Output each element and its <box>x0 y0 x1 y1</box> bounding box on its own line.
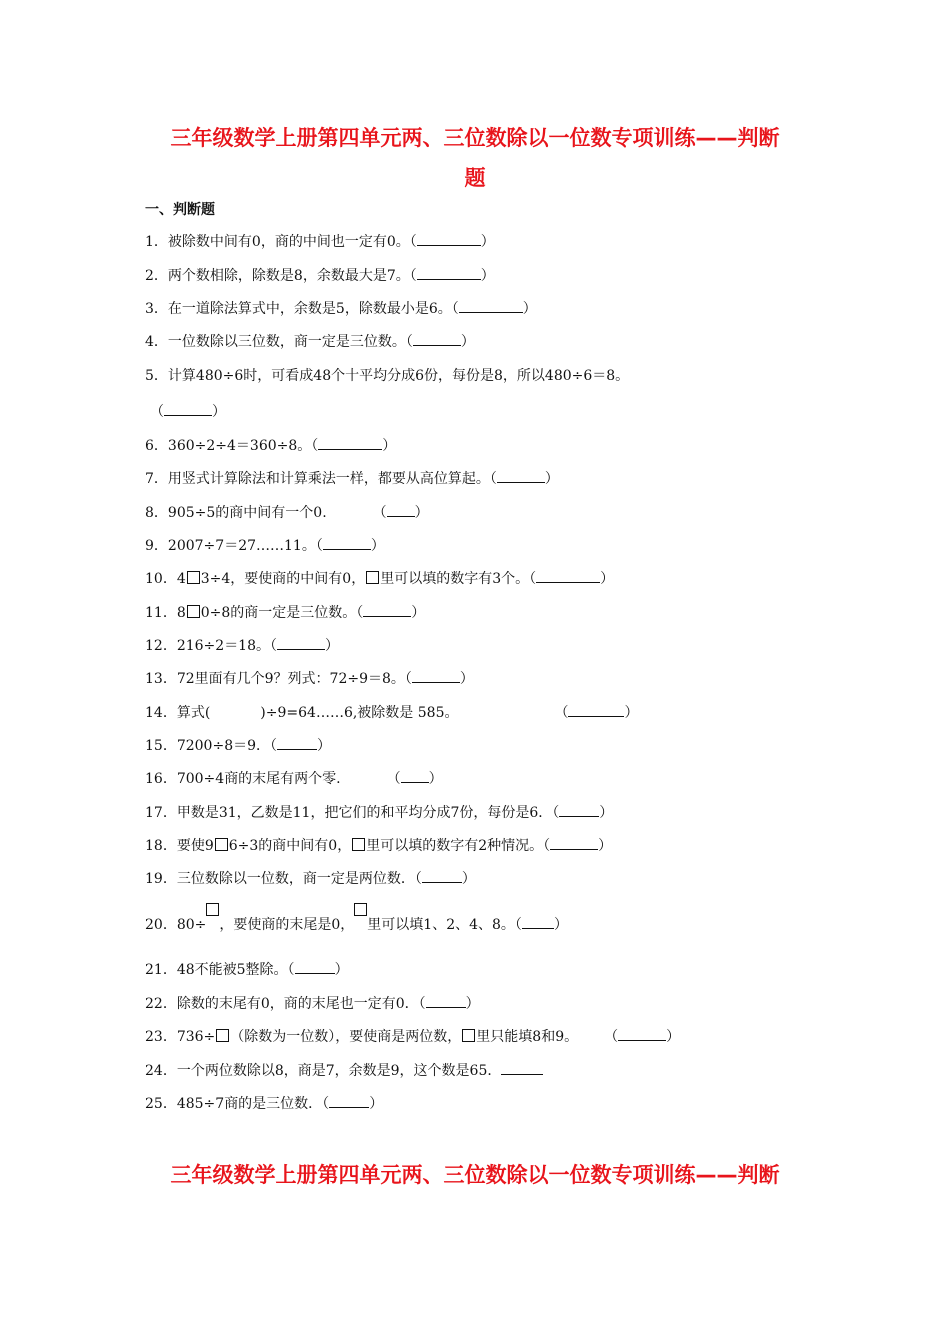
answer-blank[interactable] <box>412 669 460 683</box>
question-number: 9． <box>145 538 168 554</box>
question-5-answer <box>150 402 226 422</box>
question-text: 甲数是31，乙数是11，把它们的和平均分成7份，每份是6．（ <box>176 805 560 821</box>
question-text: 用竖式计算除法和计算乘法一样，都要从高位算起。（ <box>167 471 497 487</box>
question-text: 2007÷7＝27……11。（ <box>167 538 323 554</box>
question-23 <box>145 1027 680 1047</box>
question-19 <box>145 869 476 889</box>
answer-blank[interactable] <box>568 703 624 717</box>
question-text: )÷9=64……6,被除数是 585。 <box>260 705 459 721</box>
close-paren: ） <box>212 404 226 420</box>
close-paren: ） <box>624 705 639 721</box>
box-placeholder-icon <box>187 605 200 618</box>
box-placeholder-icon <box>206 903 219 916</box>
close-paren: ） <box>369 1096 384 1112</box>
close-paren: ） <box>598 838 613 854</box>
question-text: 48不能被5整除。（ <box>176 962 295 978</box>
question-4 <box>145 332 475 352</box>
close-paren: ） <box>522 301 537 317</box>
close-paren: ） <box>461 871 476 887</box>
question-number: 23． <box>145 1029 177 1045</box>
question-number: 13． <box>145 671 177 687</box>
close-paren: ） <box>480 234 495 250</box>
answer-blank[interactable] <box>277 636 325 650</box>
question-18 <box>145 836 612 856</box>
page-title-repeat <box>120 1155 830 1195</box>
question-text: 里只能填8和9。 <box>476 1029 579 1045</box>
answer-blank[interactable] <box>618 1027 666 1041</box>
question-number: 10． <box>145 571 177 587</box>
answer-blank[interactable] <box>417 232 481 246</box>
box-placeholder-icon <box>352 838 365 851</box>
answer-blank[interactable] <box>295 960 335 974</box>
question-text: 在一道除法算式中，余数是5，除数最小是6。（ <box>167 301 459 317</box>
question-text: 要使9 <box>176 838 214 854</box>
question-number: 21． <box>145 962 177 978</box>
question-number: 19． <box>145 871 177 887</box>
question-text: 里可以填的数字有2种情况。（ <box>366 838 551 854</box>
answer-blank[interactable] <box>329 1094 369 1108</box>
question-text: 485÷7商的是三位数．（ <box>176 1096 330 1112</box>
box-placeholder-icon <box>187 571 200 584</box>
close-paren: ） <box>666 1029 681 1045</box>
answer-blank[interactable] <box>413 332 461 346</box>
close-paren: ） <box>411 605 426 621</box>
question-text: 3÷4，要使商的中间有0， <box>200 571 366 587</box>
question-8 <box>145 503 429 523</box>
close-paren: ） <box>460 334 475 350</box>
question-text: 700÷4商的末尾有两个零. <box>176 771 341 787</box>
question-text: 4 <box>176 571 186 587</box>
question-number: 18． <box>145 838 177 854</box>
open-paren: （ <box>372 505 387 521</box>
question-text: 6÷3的商中间有0， <box>228 838 352 854</box>
question-20 <box>145 915 568 935</box>
question-3 <box>145 299 537 319</box>
question-22 <box>145 994 480 1014</box>
question-number: 11． <box>145 605 177 621</box>
question-text: 计算480÷6时，可看成48个十平均分成6份，每份是8，所以480÷6＝8。 <box>167 368 630 384</box>
close-paren: ） <box>544 471 559 487</box>
question-text: 7200÷8＝9．（ <box>176 738 278 754</box>
question-number: 7． <box>145 471 168 487</box>
question-text: 216÷2＝18。（ <box>176 638 278 654</box>
answer-blank[interactable] <box>387 503 415 517</box>
box-placeholder-icon <box>215 838 228 851</box>
question-2 <box>145 266 495 286</box>
question-text: 905÷5的商中间有一个0. <box>167 505 327 521</box>
question-text: 736÷ <box>176 1029 216 1045</box>
question-text: 8 <box>176 605 186 621</box>
close-paren: ） <box>370 538 385 554</box>
question-number: 25． <box>145 1096 177 1112</box>
question-text: 里可以填1、2、4、8。（ <box>367 917 522 933</box>
question-12 <box>145 636 339 656</box>
open-paren: （ <box>386 771 401 787</box>
question-text: （除数为一位数），要使商是两位数， <box>230 1029 462 1045</box>
question-number: 15． <box>145 738 177 754</box>
question-13 <box>145 669 474 689</box>
open-paren: （ <box>604 1029 619 1045</box>
question-17 <box>145 803 613 823</box>
question-number: 24． <box>145 1063 177 1079</box>
question-11 <box>145 603 425 623</box>
question-text: 两个数相除，除数是8，余数最大是7。（ <box>167 268 417 284</box>
answer-blank[interactable] <box>426 994 466 1008</box>
question-number: 3． <box>145 301 168 317</box>
question-9 <box>145 536 385 556</box>
open-paren: （ <box>150 404 164 420</box>
close-paren: ） <box>325 638 340 654</box>
answer-blank[interactable] <box>401 769 429 783</box>
close-paren: ） <box>600 571 615 587</box>
question-5 <box>145 366 629 386</box>
question-7 <box>145 469 559 489</box>
question-14 <box>145 703 638 723</box>
question-text: 算式( <box>176 705 211 721</box>
close-paren: ） <box>382 438 397 454</box>
answer-blank[interactable] <box>164 402 212 416</box>
close-paren: ） <box>414 505 429 521</box>
answer-blank[interactable] <box>417 266 481 280</box>
answer-blank[interactable] <box>536 569 600 583</box>
box-placeholder-icon <box>216 1029 229 1042</box>
question-1 <box>145 232 495 252</box>
title-line-1: 三年级数学上册第四单元两、三位数除以一位数专项训练——判断 <box>170 1163 780 1187</box>
question-number: 6． <box>145 438 168 454</box>
answer-blank[interactable] <box>363 603 411 617</box>
answer-blank[interactable] <box>459 299 523 313</box>
question-text: 360÷2÷4＝360÷8。（ <box>167 438 319 454</box>
close-paren: ） <box>317 738 332 754</box>
question-text: 被除数中间有0，商的中间也一定有0。（ <box>167 234 417 250</box>
close-paren: ） <box>465 996 480 1012</box>
close-paren: ） <box>459 671 474 687</box>
question-text: 一个两位数除以8，商是7，余数是9，这个数是65． <box>176 1063 502 1079</box>
question-16 <box>145 769 443 789</box>
question-number: 16． <box>145 771 177 787</box>
close-paren: ） <box>428 771 443 787</box>
question-number: 12． <box>145 638 177 654</box>
answer-blank[interactable] <box>323 536 371 550</box>
question-text: 0÷8的商一定是三位数。（ <box>200 605 364 621</box>
answer-blank[interactable] <box>550 836 598 850</box>
question-6 <box>145 436 396 456</box>
close-paren: ） <box>334 962 349 978</box>
section-heading: 一、判断题 <box>145 202 215 218</box>
question-number: 8． <box>145 505 168 521</box>
answer-blank[interactable] <box>559 803 599 817</box>
question-25 <box>145 1094 383 1114</box>
answer-blank[interactable] <box>497 469 545 483</box>
box-placeholder-icon <box>354 903 367 916</box>
question-21 <box>145 960 349 980</box>
open-paren: （ <box>554 705 569 721</box>
box-placeholder-icon <box>462 1029 475 1042</box>
question-number: 20． <box>145 917 177 933</box>
question-text: 里可以填的数字有3个。（ <box>380 571 537 587</box>
question-text: 除数的末尾有0，商的末尾也一定有0．（ <box>176 996 426 1012</box>
question-number: 4． <box>145 334 168 350</box>
question-24 <box>145 1061 543 1081</box>
box-placeholder-icon <box>366 571 379 584</box>
answer-blank[interactable] <box>501 1061 543 1075</box>
page-title <box>120 118 830 198</box>
title-line-1: 三年级数学上册第四单元两、三位数除以一位数专项训练——判断 <box>170 126 780 150</box>
question-number: 5． <box>145 368 168 384</box>
question-text: ，要使商的末尾是0， <box>219 917 355 933</box>
answer-blank[interactable] <box>318 436 382 450</box>
close-paren: ） <box>553 917 568 933</box>
answer-blank[interactable] <box>277 736 317 750</box>
question-number: 17． <box>145 805 177 821</box>
answer-blank[interactable] <box>522 915 554 929</box>
close-paren: ） <box>599 805 614 821</box>
question-number: 14． <box>145 705 177 721</box>
question-number: 1． <box>145 234 168 250</box>
question-text: 80÷ <box>176 917 207 933</box>
question-text: 72里面有几个9？列式：72÷9＝8。（ <box>176 671 412 687</box>
question-number: 2． <box>145 268 168 284</box>
title-line-2: 题 <box>464 166 486 190</box>
close-paren: ） <box>480 268 495 284</box>
answer-blank[interactable] <box>422 869 462 883</box>
question-10 <box>145 569 614 589</box>
question-text: 三位数除以一位数，商一定是两位数．（ <box>176 871 422 887</box>
question-text: 一位数除以三位数，商一定是三位数。（ <box>167 334 413 350</box>
question-number: 22． <box>145 996 177 1012</box>
question-15 <box>145 736 331 756</box>
